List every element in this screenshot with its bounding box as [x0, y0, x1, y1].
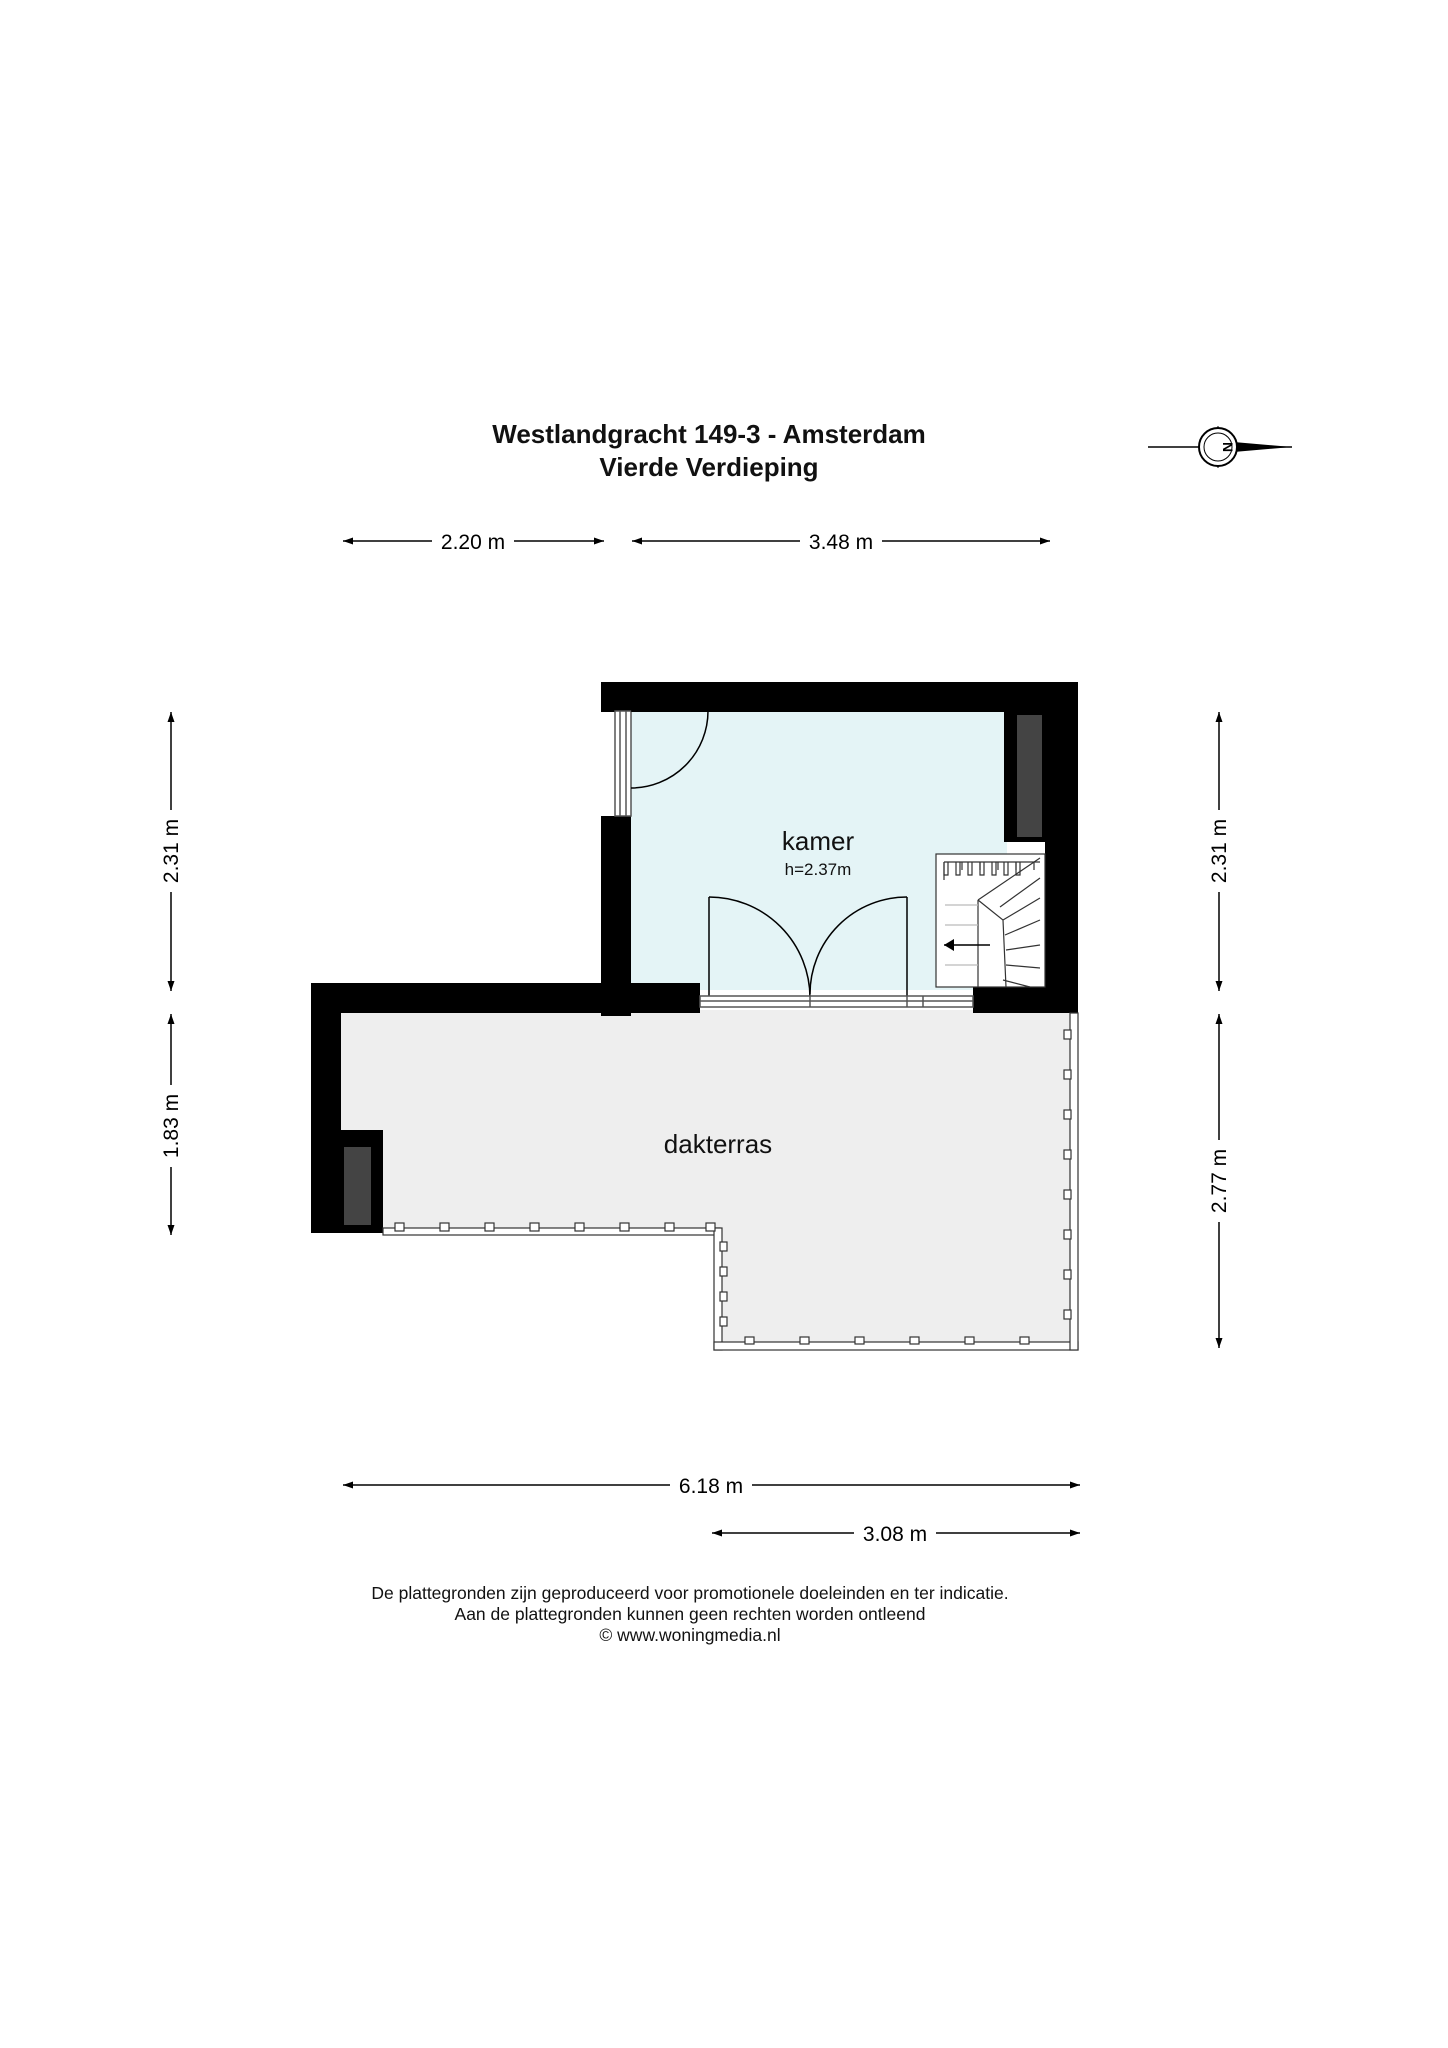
plan-subtitle: Vierde Verdieping	[599, 452, 819, 482]
dimension-right-upper	[1206, 712, 1232, 991]
svg-text:3.08 m: 3.08 m	[862, 1523, 928, 1546]
chimney-terrace	[344, 1147, 371, 1225]
dimension-top-left	[343, 528, 604, 554]
compass-n-label: N	[1220, 441, 1236, 453]
svg-text:3.48 m: 3.48 m	[808, 531, 874, 554]
svg-text:2.20 m: 2.20 m	[440, 531, 506, 554]
copyright-line: © www.woningmedia.nl	[599, 1625, 781, 1645]
dakterras-floor	[340, 1010, 1072, 1348]
disclaimer-line-2: Aan de plattegronden kunnen geen rechten worden ontleend	[454, 1604, 926, 1624]
window-kamer-left	[615, 711, 631, 816]
svg-text:2.77 m: 2.77 m	[1208, 1148, 1231, 1214]
svg-text:6.18 m: 6.18 m	[678, 1475, 744, 1498]
dimension-left-upper	[158, 712, 184, 991]
svg-text:2.31 m: 2.31 m	[160, 818, 183, 884]
dimension-right-lower	[1206, 1014, 1232, 1348]
room-label-kamer: kamer	[781, 826, 855, 856]
dimension-bottom-total	[343, 1472, 1080, 1498]
threshold-frame	[700, 996, 973, 1007]
room-label-dakterras: dakterras	[663, 1129, 773, 1159]
svg-text:2.31 m: 2.31 m	[1208, 818, 1231, 884]
disclaimer	[0, 1583, 1380, 1646]
chimney-kamer	[1017, 715, 1042, 837]
staircase	[936, 854, 1045, 987]
svg-text:1.83 m: 1.83 m	[160, 1093, 183, 1159]
dimension-top-right	[632, 528, 1050, 554]
north-arrow-icon	[1148, 426, 1292, 468]
disclaimer-line-1: De plattegronden zijn geproduceerd voor promotionele doeleinden en ter indicatie.	[371, 1583, 1009, 1603]
dimension-bottom-partial	[712, 1520, 1080, 1546]
room-height-kamer: h=2.37m	[784, 860, 852, 879]
plan-title: Westlandgracht 149-3 - Amsterdam	[492, 419, 926, 449]
dimension-left-lower	[158, 1014, 184, 1235]
